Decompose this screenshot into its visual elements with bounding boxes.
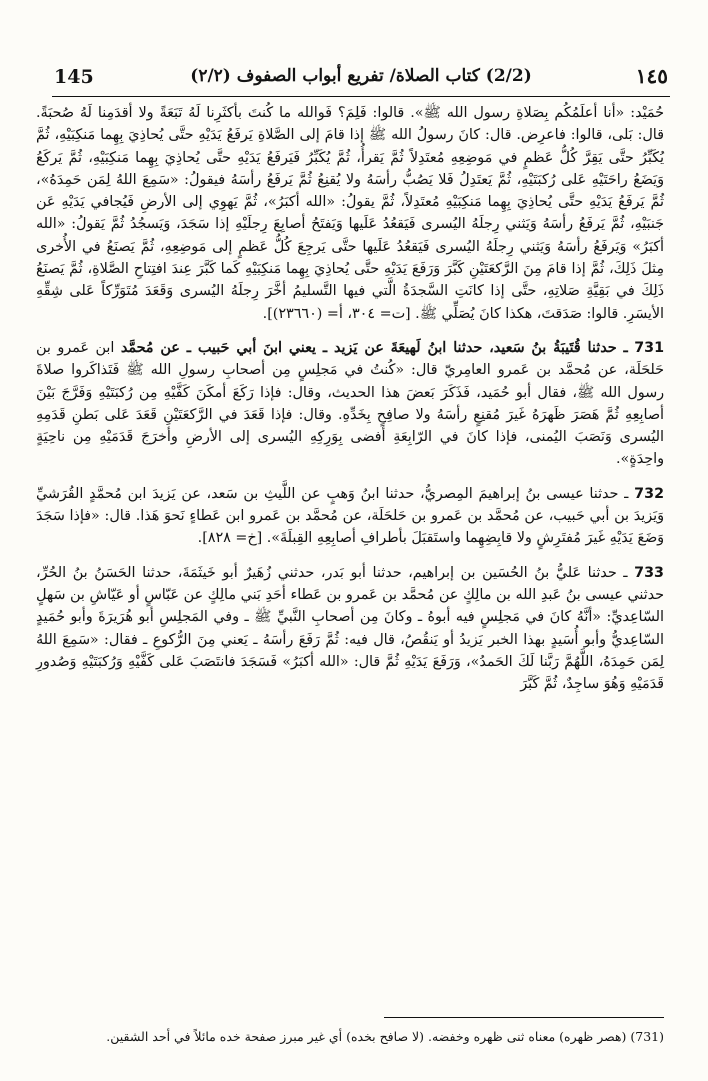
hadith-731 (36, 337, 664, 471)
text-line: أكبَرُ»، ثُمَّ يَهوِي إلى الأرضِ فَيُجافي يَدَيْهِ عَن جَنبَيْهِ، ثُمَّ يَرفَعُ رأسَهُ وَيَثني رِجلَهُ اليُسرى فَيَقعُدُ عَلَيها (36, 194, 665, 233)
text-line: عَلَيها حتَّى يَرجِعَ كُلُّ عَظمٍ إلى مَوضِعِهِ، ثُمَّ يَصنَعُ في الأُخرى مِثلَ ذَلِكَ، ثُمَّ إذا قامَ مِنَ الرَّكعَتَيْنِ كَبَّرَ (36, 238, 664, 278)
text-line: إذا كانَتِ السَّجدَةُ الَّتي فيها التَّسليمُ أخَّرَ رِجلَهُ اليُسرى وَقَعَدَ مُتَوَرِّكاً عَلى شِقِّهِ الأيسَرِ. قالوا: (36, 283, 664, 322)
footnote: (731) (هصر ظهره) معناه ثنى ظهره وخفضه. (لا صافح بخده) أي غير مبرز صفحة خده مائلاً في أحد الشقين. (106, 1029, 664, 1044)
text-line: الحَسَنُ بنُ الحُرِّ، حدثني عيسى بنُ عَبدِ الله بن مالِكٍ عن مُحمَّد بن عَمرو بن عَطاء أحَدِ بَني مالِكٍ (36, 564, 664, 603)
hadith-number: 731 (634, 339, 665, 356)
page-header (52, 62, 670, 92)
text-line: وَرَفَعَ يَدَيْهِ حتَّى يُحاذِيَ بِهِما مَنكِبَيْهِ كَما كَبَّرَ عِندَ افتِتاحِ الصَّلاةِ، ثُمَّ يَصنَعُ ذَلِكَ في بَقِيَّةِ صَلاتِهِ، حتَّى (36, 261, 664, 300)
header-rule (52, 96, 670, 97)
page-number-latin: 145 (54, 66, 94, 88)
text-line: ـ حدثنا عيسى بنُ إبراهيمَ المِصريُّ، حدثنا ابنُ وَهبٍ عن اللَّيثِ بن سَعد، عن يَزيدَ (152, 485, 629, 502)
main-text (36, 102, 664, 695)
text-line: ابن عَمرو بن حَلحَلَة، عن مُحمَّد بن عَمرو العامِريّ قال: «كُنتُ في مَجلِسٍ مِن أصحابِ (36, 339, 664, 379)
text-line: رسولِ الله ﷺ فَتَذاكَروا صلاةَ رسول الله ﷺ، فقال أبو حُمَيد، فَذَكَرَ بَعضَ هذا الحديث، وقال: (36, 362, 664, 401)
running-title: (2/2) كتاب الصلاة/ تفريع أبواب الصفوف (٢/٢) (190, 66, 532, 86)
text-line: وقال: فإذا قَعَدَ في الرَّكعَتَيْنِ قَعَدَ عَلى بَطنِ قَدَمِهِ اليُسرى وَنَصَبَ اليُمنى، فإذا كانَ في الرّابِعَةِ (36, 406, 664, 446)
hadith-number: 733 (634, 564, 664, 581)
text-line: وَيَفتَحُ أصابِعَ رِجلَيْهِ إذا سَجَدَ، وَيَسجُدُ ثُمَّ يَقولُ: «الله أكبَرُ» وَيَرفَعُ رأسَهُ وَيَثني رِجلَهُ اليُسرى فَيَقعُدُ (36, 216, 665, 255)
text-line: يَدَيْهِ ثُمَّ قال: «الله أكبَرُ» فَسَجَدَ فانتَصَبَ عَلى كَفَّيْهِ وَرُكبَتَيْهِ وَصُدورِ قَدَمَيْهِ وَهُوَ ساجِدٌ، ثُمَّ كَبَّرَ (36, 653, 664, 693)
text-line: ـ حدثنا عَليُّ بنُ الحُسَين بن إبراهيم، حدثنا أبو بَدر، حدثني زُهَيرٌ أبو خَيثَمَةَ، حدثنا (142, 564, 628, 581)
text-line: صَدَقتَ، هكذا كانَ يُصَلِّي ﷺ. [ت= ٣٠٤، أ= (٢٣٦٦٠)]. (262, 305, 582, 322)
text-line: حُمَيْد: «أنا أعلَمُكُم بِصَلاةِ رسول الله ﷺ». قالوا: فَلِمَ؟ فَوالله ما كُنتَ بأكثَرِنا لَهُ تَبَعَةً ولا أقدَمِنا لَهُ (79, 105, 665, 121)
hadith-733 (36, 562, 664, 696)
text-line: ابن عَطاءٍ نَحوَ هَذا. قال: «فإذا سَجَدَ وَضَعَ يَدَيْهِ غَيرَ مُفتَرِشٍ ولا قابِضِهِما واستَقبَلَ بأطرافِ أصابِعِهِ (36, 508, 664, 547)
text-line: عن عَبّاسٍ أو عَيّاشِ بن سَهلٍ السّاعِديِّ: «أنَّهُ كانَ في مَجلِسٍ فيه أبوهُ ـ وكانَ مِن أصحابِ (36, 586, 664, 626)
text-line: ـ حدثنا قُتَيبَةُ بنُ سَعيد، حدثنا ابنُ لَهيعَةَ عن يَزيد ـ يعني ابنَ أبي حَبيب ـ عن مُحمَّد (120, 339, 628, 356)
text-line: القِبلَةَ». [خ= ٨٢٨]. (197, 530, 313, 547)
hadith-number: 732 (634, 485, 665, 502)
page-number-arabic: ١٤٥ (635, 64, 668, 88)
text-line: رأسَهُ فيقولُ: «سَمِعَ اللهُ لِمَن حَمِدَهُ»، ثُمَّ يَرفَعُ يَدَيْهِ حتَّى يُحاذِيَ بِهِما مَنكِبَيْهِ مُعتَدِلاً، ثُمَّ يقولُ: «الله (36, 171, 664, 211)
text-line: فإذا رَكَعَ أمكَنَ كَفَّيْهِ مِن رُكبَتَيْهِ وَفَرَّجَ بَيْنَ أصابِعِهِ ثُمَّ هَصَرَ ظَهرَهُ غَيرَ مُقنِعٍ رأسَهُ ولا صافِحٍ بِخَدِّهِ. (36, 384, 664, 423)
text-line: يُحاذِيَ بِهِما مَنكِبَيْهِ، ثُمَّ يَركَعُ وَيَضَعُ راحَتَيْهِ عَلى رُكبَتَيْهِ، ثُمَّ يَعتَدِلُ فَلا يَصُبُّ رأسَهُ ولا يُقنِعُ ثُمَّ يَرفَعُ (36, 149, 664, 188)
text-line: يُحاذِيَ بِهِما مَنكِبَيْهِ، ثُمَّ يُكَبِّرُ حتَّى يَقِرَّ كُلُّ عَظمٍ في مَوضِعِهِ مُعتَدِلاً ثُمَّ يَقرأُ، ثُمَّ يُكَبِّرُ فَيَرفَعُ يَدَيْهِ حتَّى (36, 127, 665, 166)
text-line: النَّبيِّ ﷺ ـ وفي المَجلِسِ أبو هُرَيرَةَ وأبو حُمَيدٍ السّاعِديُّ وأبو أُسَيدٍ بهذا الخبر يَزيدُ أو يَنقُصُ، قال (36, 609, 664, 648)
intro-paragraph (36, 102, 664, 325)
text-line: صُحبَةً. قال: بَلى، قالوا: فاعرِض. قال: كانَ رسولُ الله ﷺ إذا قامَ إلى الصَّلاةِ يَرفَعُ يَدَيْهِ حتَّى (36, 105, 665, 144)
text-line: ابن مُحمَّدٍ القُرَشيِّ وَيَزيدَ بن أبي حَبيب، عن مُحمَّد بن عَمرو بن حَلحَلَة، عن مُحمَّد بن عَمرو (36, 485, 665, 525)
hadith-732 (36, 483, 664, 550)
footnote-rule (384, 1017, 664, 1018)
text-line: أفضى بِوَرِكِهِ اليُسرى إلى الأرضِ وأخرَجَ قَدَمَيْهِ مِن ناحِيَةٍ واحِدَةٍ». (36, 429, 664, 468)
text-line: فيه: ثُمَّ رَفَعَ رأسَهُ ـ يَعني مِنَ الرُّكوعِ ـ فقال: «سَمِعَ اللهُ لِمَن حَمِدَهُ، اللَّهُمَّ رَبَّنا لَكَ الحَمدُ»، وَرَفَعَ (36, 631, 665, 670)
